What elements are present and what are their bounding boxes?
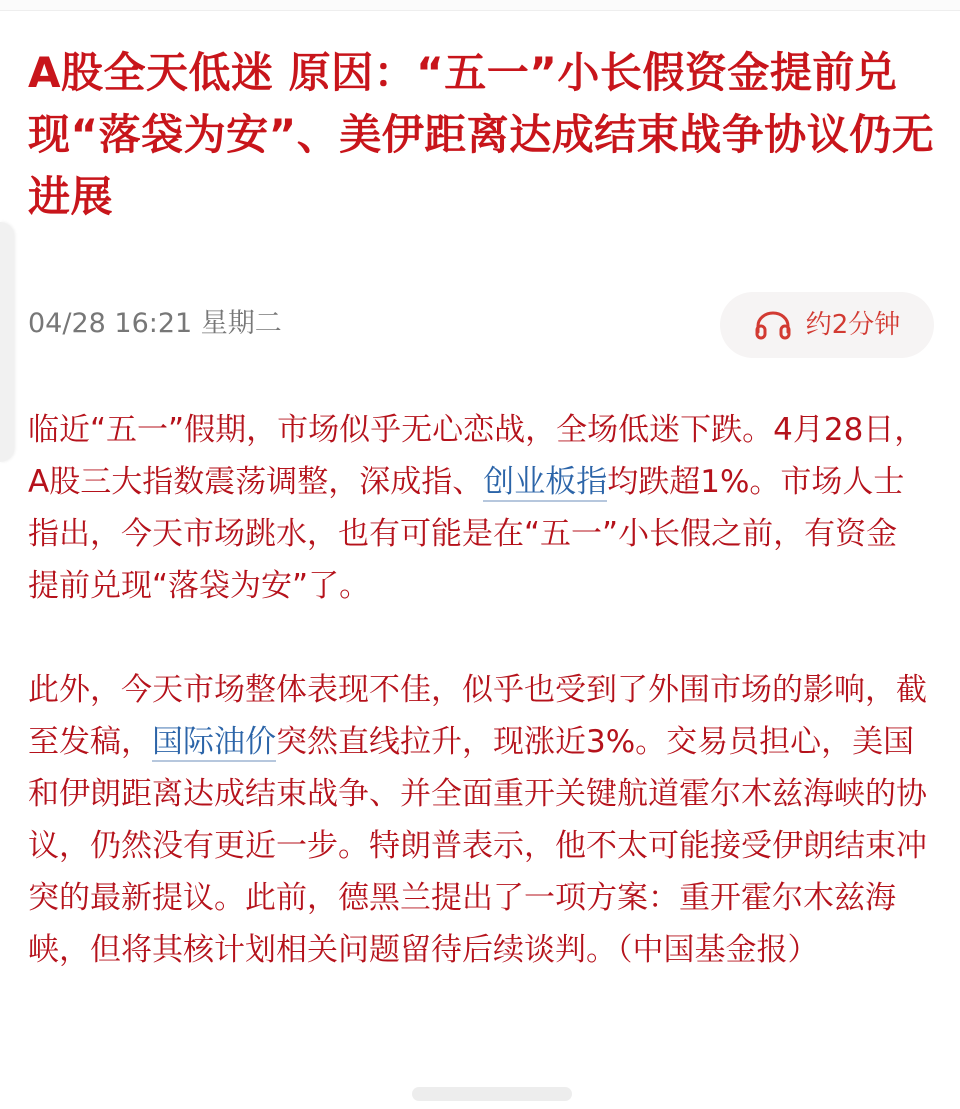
article-paragraph-2 <box>28 664 928 976</box>
paragraph-2-text-b: 突然直线拉升，现涨近3%。交易员担心，美国和伊朗距离达成结束战争、并全面重开关键航道霍尔木兹海峡的协议，仍然没有更近一步。特朗普表示，他不太可能接受伊朗结束冲突的最新提议。此前，德黑兰提出了一项方案：重开霍尔木兹海峡，但将其核计划相关问题留待后续谈判。（中国基金报） <box>28 724 927 968</box>
listen-duration-label: 约2分钟 <box>805 310 901 340</box>
blurred-watermark <box>412 1087 572 1101</box>
side-drawer-handle[interactable] <box>0 222 14 462</box>
headphones-icon <box>754 310 792 340</box>
link-oil-price[interactable]: 国际油价 <box>152 724 276 760</box>
paragraph-1-text-a: 临近“五一”假期，市场似乎无心恋战，全场低迷下跌。4月28日，A股三大指数震荡调整，深成指、 <box>28 412 926 500</box>
listen-audio-button[interactable] <box>720 292 934 358</box>
article-meta-row <box>28 292 934 358</box>
status-bar-edge <box>0 0 960 11</box>
article-paragraph-1 <box>28 404 928 612</box>
publish-datetime: 04/28 16:21 星期二 <box>28 308 282 339</box>
article-headline: A股全天低迷 原因：“五一”小长假资金提前兑现“落袋为安”、美伊距离达成结束战争协议仍无进展 <box>28 48 935 221</box>
paragraph-1-text-b: 均跌超1%。市场人士指出，今天市场跳水，也有可能是在“五一”小长假之前，有资金提前兑现“落袋为安”了。 <box>28 464 905 604</box>
link-chinext-index[interactable]: 创业板指 <box>483 464 608 500</box>
article-body <box>28 404 928 976</box>
paragraph-2-text-a: 此外，今天市场整体表现不佳，似乎也受到了外围市场的影响，截至发稿， <box>28 672 927 760</box>
